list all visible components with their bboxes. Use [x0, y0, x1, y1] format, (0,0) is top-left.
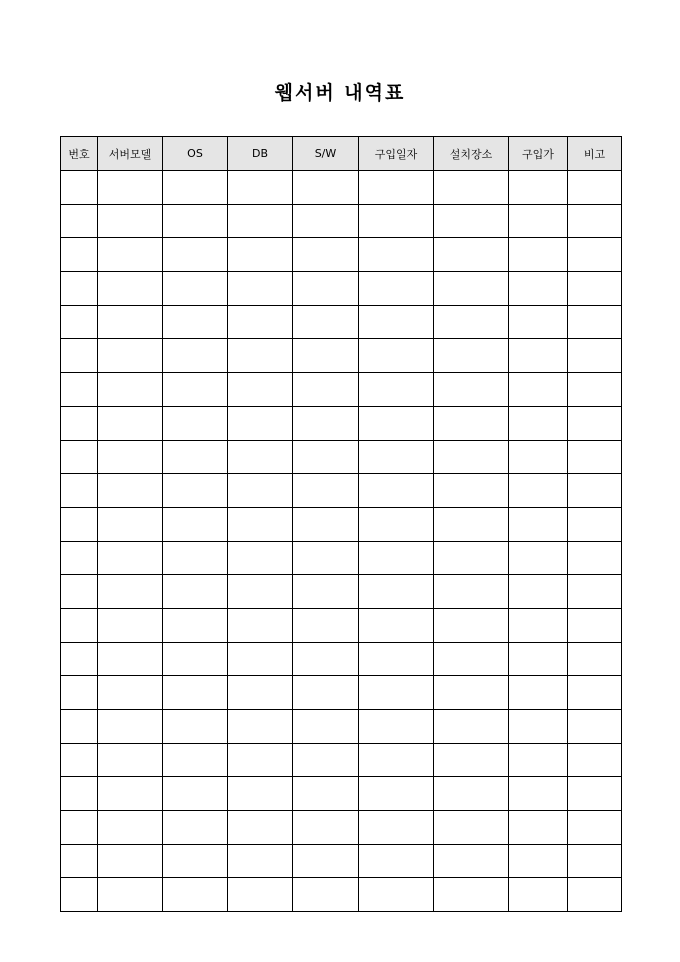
table-row: [61, 406, 622, 440]
table-cell[interactable]: [568, 710, 622, 744]
table-row: [61, 575, 622, 609]
table-cell[interactable]: [568, 844, 622, 878]
table-cell[interactable]: [359, 238, 434, 272]
column-header-os: OS: [163, 137, 228, 171]
table-row: [61, 676, 622, 710]
column-header-remarks: 비고: [568, 137, 622, 171]
table-body: [61, 171, 622, 912]
table-cell[interactable]: [228, 474, 293, 508]
table-cell[interactable]: [98, 272, 163, 306]
table-cell[interactable]: [228, 339, 293, 373]
table-cell[interactable]: [568, 474, 622, 508]
table-cell[interactable]: [98, 440, 163, 474]
table-cell[interactable]: [293, 608, 359, 642]
table-cell[interactable]: [293, 339, 359, 373]
table-cell[interactable]: [163, 541, 228, 575]
table-cell[interactable]: [509, 676, 568, 710]
table-cell[interactable]: [163, 777, 228, 811]
table-cell[interactable]: [568, 339, 622, 373]
table-cell[interactable]: [434, 272, 509, 306]
table-cell[interactable]: [61, 305, 98, 339]
table-cell[interactable]: [434, 811, 509, 845]
table-row: [61, 373, 622, 407]
table-row: [61, 844, 622, 878]
table-cell[interactable]: [434, 844, 509, 878]
table-cell[interactable]: [98, 676, 163, 710]
table-row: [61, 811, 622, 845]
table-cell[interactable]: [359, 676, 434, 710]
column-header-db: DB: [228, 137, 293, 171]
table-cell[interactable]: [293, 171, 359, 205]
table-cell[interactable]: [434, 541, 509, 575]
table-row: [61, 204, 622, 238]
table-cell[interactable]: [293, 676, 359, 710]
table-cell[interactable]: [163, 878, 228, 912]
table-row: [61, 642, 622, 676]
table-cell[interactable]: [61, 575, 98, 609]
table-cell[interactable]: [359, 272, 434, 306]
table-cell[interactable]: [434, 373, 509, 407]
table-cell[interactable]: [228, 642, 293, 676]
table-cell[interactable]: [98, 777, 163, 811]
table-cell[interactable]: [228, 507, 293, 541]
table-cell[interactable]: [568, 575, 622, 609]
column-header-server-model: 서버모델: [98, 137, 163, 171]
table-row: [61, 878, 622, 912]
table-cell[interactable]: [568, 743, 622, 777]
table-cell[interactable]: [98, 171, 163, 205]
table-cell[interactable]: [568, 608, 622, 642]
table-cell[interactable]: [359, 608, 434, 642]
table-cell[interactable]: [228, 743, 293, 777]
table-cell[interactable]: [359, 777, 434, 811]
table-cell[interactable]: [61, 171, 98, 205]
table-cell[interactable]: [163, 710, 228, 744]
table-cell[interactable]: [61, 406, 98, 440]
table-cell[interactable]: [434, 204, 509, 238]
table-cell[interactable]: [359, 541, 434, 575]
table-cell[interactable]: [359, 440, 434, 474]
table-cell[interactable]: [228, 710, 293, 744]
table-cell[interactable]: [61, 642, 98, 676]
table-cell[interactable]: [61, 474, 98, 508]
table-cell[interactable]: [509, 844, 568, 878]
table-cell[interactable]: [509, 743, 568, 777]
table-cell[interactable]: [434, 710, 509, 744]
table-cell[interactable]: [98, 474, 163, 508]
table-cell[interactable]: [509, 575, 568, 609]
table-cell[interactable]: [509, 440, 568, 474]
table-cell[interactable]: [228, 373, 293, 407]
table-cell[interactable]: [359, 204, 434, 238]
table-cell[interactable]: [98, 710, 163, 744]
table-cell[interactable]: [509, 811, 568, 845]
table-cell[interactable]: [509, 272, 568, 306]
table-cell[interactable]: [434, 777, 509, 811]
table-cell[interactable]: [228, 608, 293, 642]
column-header-install-location: 설치장소: [434, 137, 509, 171]
table-cell[interactable]: [61, 204, 98, 238]
table-cell[interactable]: [568, 171, 622, 205]
table-cell[interactable]: [359, 305, 434, 339]
table-cell[interactable]: [163, 474, 228, 508]
table-cell[interactable]: [434, 608, 509, 642]
table-cell[interactable]: [163, 811, 228, 845]
table-cell[interactable]: [293, 305, 359, 339]
table-cell[interactable]: [359, 844, 434, 878]
table-cell[interactable]: [228, 676, 293, 710]
table-cell[interactable]: [509, 373, 568, 407]
table-cell[interactable]: [434, 507, 509, 541]
table-cell[interactable]: [163, 676, 228, 710]
table-cell[interactable]: [228, 811, 293, 845]
table-cell[interactable]: [359, 373, 434, 407]
table-cell[interactable]: [359, 575, 434, 609]
table-cell[interactable]: [163, 204, 228, 238]
table-cell[interactable]: [359, 507, 434, 541]
table-cell[interactable]: [98, 339, 163, 373]
table-cell[interactable]: [434, 676, 509, 710]
table-cell[interactable]: [98, 608, 163, 642]
table-cell[interactable]: [98, 844, 163, 878]
table-cell[interactable]: [163, 171, 228, 205]
table-row: [61, 777, 622, 811]
table-cell[interactable]: [434, 878, 509, 912]
table-cell[interactable]: [163, 844, 228, 878]
table-cell[interactable]: [568, 541, 622, 575]
table-cell[interactable]: [359, 642, 434, 676]
table-cell[interactable]: [568, 238, 622, 272]
table-cell[interactable]: [568, 507, 622, 541]
table-cell[interactable]: [434, 406, 509, 440]
table-cell[interactable]: [228, 204, 293, 238]
table-cell[interactable]: [163, 339, 228, 373]
table-cell[interactable]: [293, 272, 359, 306]
page-title: 웹서버 내역표: [274, 82, 406, 104]
table-cell[interactable]: [509, 608, 568, 642]
table-cell[interactable]: [163, 440, 228, 474]
table-cell[interactable]: [61, 541, 98, 575]
table-cell[interactable]: [98, 507, 163, 541]
table-cell[interactable]: [359, 339, 434, 373]
column-header-number: 번호: [61, 137, 98, 171]
table-cell[interactable]: [509, 642, 568, 676]
table-cell[interactable]: [434, 642, 509, 676]
table-cell[interactable]: [61, 676, 98, 710]
table-row: [61, 743, 622, 777]
table-cell[interactable]: [61, 608, 98, 642]
table-cell[interactable]: [228, 305, 293, 339]
table-cell[interactable]: [228, 541, 293, 575]
table-cell[interactable]: [568, 676, 622, 710]
column-header-purchase-price: 구입가: [509, 137, 568, 171]
table-cell[interactable]: [293, 204, 359, 238]
table-cell[interactable]: [293, 406, 359, 440]
table-cell[interactable]: [98, 406, 163, 440]
table-cell[interactable]: [61, 811, 98, 845]
table-cell[interactable]: [293, 238, 359, 272]
table-cell[interactable]: [228, 238, 293, 272]
table-cell[interactable]: [568, 305, 622, 339]
table-cell[interactable]: [509, 541, 568, 575]
table-cell[interactable]: [61, 238, 98, 272]
table-cell[interactable]: [293, 642, 359, 676]
table-cell[interactable]: [293, 743, 359, 777]
column-header-software: S/W: [293, 137, 359, 171]
table-cell[interactable]: [434, 440, 509, 474]
table-cell[interactable]: [98, 204, 163, 238]
table-cell[interactable]: [61, 507, 98, 541]
table-cell[interactable]: [61, 710, 98, 744]
table-cell[interactable]: [434, 305, 509, 339]
table-row: [61, 608, 622, 642]
table-cell[interactable]: [163, 272, 228, 306]
table-cell[interactable]: [568, 204, 622, 238]
table-cell[interactable]: [568, 406, 622, 440]
table-cell[interactable]: [163, 238, 228, 272]
table-cell[interactable]: [293, 811, 359, 845]
table-cell[interactable]: [98, 642, 163, 676]
table-cell[interactable]: [61, 777, 98, 811]
table-row: [61, 474, 622, 508]
table-cell[interactable]: [293, 844, 359, 878]
table-cell[interactable]: [228, 406, 293, 440]
table-cell[interactable]: [359, 743, 434, 777]
table-cell[interactable]: [61, 743, 98, 777]
table-cell[interactable]: [509, 507, 568, 541]
table-cell[interactable]: [61, 440, 98, 474]
table-cell[interactable]: [293, 373, 359, 407]
table-cell[interactable]: [293, 474, 359, 508]
table-cell[interactable]: [359, 811, 434, 845]
table-cell[interactable]: [509, 777, 568, 811]
table-cell[interactable]: [228, 575, 293, 609]
table-cell[interactable]: [434, 238, 509, 272]
table-cell[interactable]: [163, 575, 228, 609]
table-cell[interactable]: [61, 339, 98, 373]
table-cell[interactable]: [163, 507, 228, 541]
table-cell[interactable]: [228, 171, 293, 205]
table-header-row: [61, 137, 622, 171]
table-cell[interactable]: [509, 171, 568, 205]
table-cell[interactable]: [509, 339, 568, 373]
table-cell[interactable]: [568, 272, 622, 306]
table-cell[interactable]: [293, 541, 359, 575]
table-cell[interactable]: [98, 541, 163, 575]
table-cell[interactable]: [434, 339, 509, 373]
table-cell[interactable]: [434, 171, 509, 205]
table-cell[interactable]: [228, 272, 293, 306]
table-row: [61, 440, 622, 474]
table-row: [61, 272, 622, 306]
table-cell[interactable]: [509, 406, 568, 440]
table-cell[interactable]: [228, 878, 293, 912]
table-cell[interactable]: [61, 878, 98, 912]
table-cell[interactable]: [434, 743, 509, 777]
web-server-inventory-table: [60, 136, 622, 912]
table-cell[interactable]: [228, 440, 293, 474]
table-row: [61, 171, 622, 205]
table-cell[interactable]: [61, 844, 98, 878]
table-cell[interactable]: [359, 474, 434, 508]
table-cell[interactable]: [509, 305, 568, 339]
table-cell[interactable]: [228, 844, 293, 878]
table-cell[interactable]: [163, 373, 228, 407]
table-cell[interactable]: [98, 575, 163, 609]
table-cell[interactable]: [163, 305, 228, 339]
table-cell[interactable]: [163, 608, 228, 642]
table-cell[interactable]: [568, 440, 622, 474]
table-row: [61, 541, 622, 575]
table-cell[interactable]: [98, 743, 163, 777]
table-row: [61, 305, 622, 339]
table-cell[interactable]: [568, 811, 622, 845]
table-cell[interactable]: [509, 474, 568, 508]
table-row: [61, 238, 622, 272]
table-cell[interactable]: [359, 406, 434, 440]
table-cell[interactable]: [509, 878, 568, 912]
table-row: [61, 710, 622, 744]
table-cell[interactable]: [568, 642, 622, 676]
table-cell[interactable]: [163, 743, 228, 777]
table-cell[interactable]: [434, 575, 509, 609]
table-cell[interactable]: [293, 575, 359, 609]
table-cell[interactable]: [568, 878, 622, 912]
table-cell[interactable]: [98, 238, 163, 272]
table-cell[interactable]: [163, 406, 228, 440]
table-cell[interactable]: [293, 777, 359, 811]
table-cell[interactable]: [98, 373, 163, 407]
table-cell[interactable]: [509, 710, 568, 744]
table-cell[interactable]: [509, 238, 568, 272]
table-cell[interactable]: [228, 777, 293, 811]
table-row: [61, 507, 622, 541]
table-row: [61, 339, 622, 373]
table-cell[interactable]: [293, 440, 359, 474]
table-cell[interactable]: [98, 811, 163, 845]
table-cell[interactable]: [163, 642, 228, 676]
table-cell[interactable]: [98, 305, 163, 339]
table-cell[interactable]: [98, 878, 163, 912]
table-cell[interactable]: [293, 710, 359, 744]
table-cell[interactable]: [359, 878, 434, 912]
table-cell[interactable]: [61, 373, 98, 407]
column-header-purchase-date: 구입일자: [359, 137, 434, 171]
table-cell[interactable]: [359, 171, 434, 205]
table-cell[interactable]: [359, 710, 434, 744]
table-cell[interactable]: [293, 878, 359, 912]
table-cell[interactable]: [509, 204, 568, 238]
table-cell[interactable]: [61, 272, 98, 306]
table-cell[interactable]: [293, 507, 359, 541]
table-cell[interactable]: [568, 777, 622, 811]
table-cell[interactable]: [434, 474, 509, 508]
table-cell[interactable]: [568, 373, 622, 407]
